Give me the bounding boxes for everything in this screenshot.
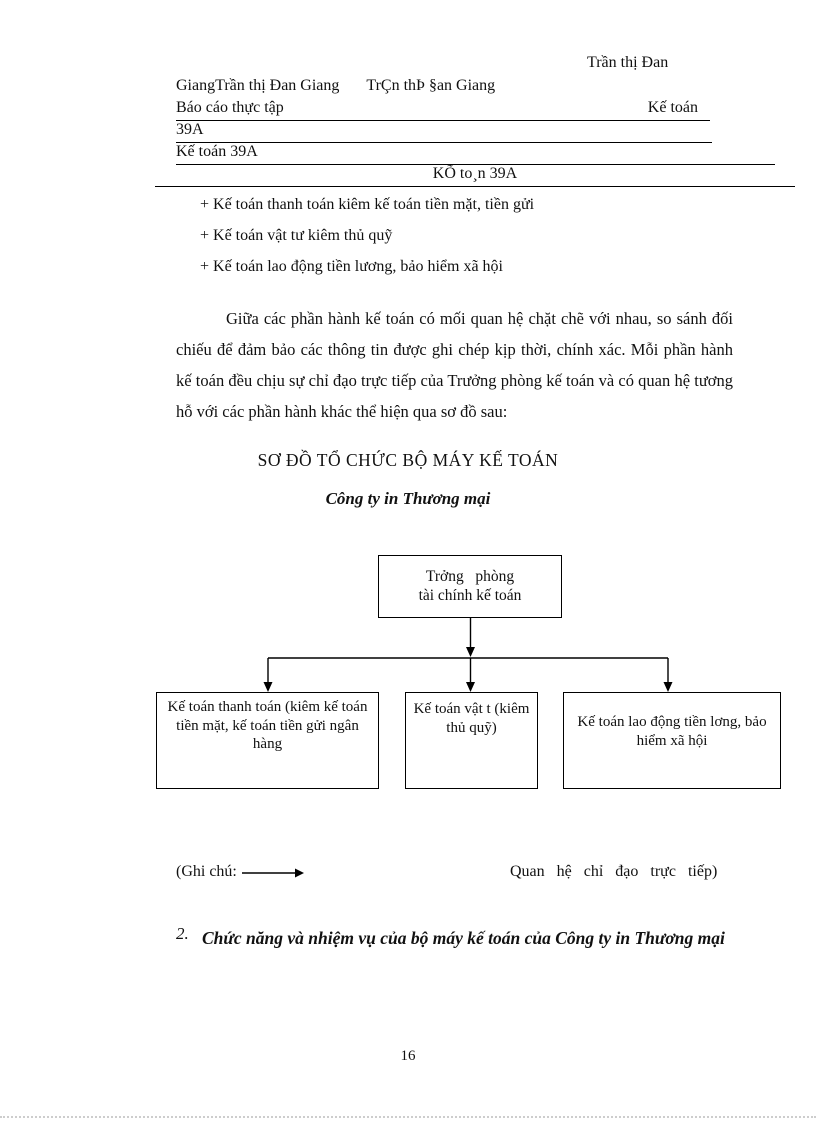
- header-class-line: 39A: [176, 121, 712, 143]
- legend-meaning: Quan hệ chỉ đạo trực tiếp): [510, 863, 718, 880]
- org-box-payroll-label: Kế toán lao động tiền lơng, bảo hiểm xã hội: [577, 714, 767, 749]
- arrowhead-down: [466, 682, 475, 692]
- header-author-left: GiangTrần thị Đan Giang: [176, 77, 340, 94]
- header-class-full-line: Kế toán 39A: [176, 143, 775, 165]
- arrowhead-down: [466, 647, 475, 657]
- org-box-materials-accountant: Kế toán vật t (kiêm thủ quỹ): [405, 692, 538, 789]
- legend-label: (Ghi chú:: [176, 863, 237, 880]
- accounting-duty-list: [200, 189, 534, 282]
- header-author-name: Trần thị Đan: [587, 54, 669, 71]
- org-box-payment-accountant: Kế toán thanh toán (kiêm kế toán tiền mặt, kế toán tiền gửi ngân hàng: [156, 692, 379, 789]
- header-right-label: Kế toán: [647, 99, 698, 116]
- header-author-right: TrÇn thÞ §an Giang: [366, 77, 496, 94]
- report-title: Báo cáo thực tập: [176, 99, 284, 116]
- header-report-title-line: [176, 99, 710, 121]
- diagram-title: SƠ ĐỒ TỔ CHỨC BỘ MÁY KẾ TOÁN: [257, 450, 559, 470]
- header-author-line: [176, 77, 495, 95]
- list-item: + Kế toán lao động tiền lương, bảo hiểm xã hội: [200, 258, 503, 275]
- list-item: + Kế toán vật tư kiêm thủ quỹ: [200, 227, 393, 244]
- page-bottom-border: [0, 1116, 816, 1118]
- org-box-chief-accountant: [378, 555, 562, 618]
- header-class-center-line: KÕ to¸n 39A: [155, 165, 795, 187]
- legend-arrow-icon: [240, 866, 306, 880]
- org-box-root-line2: tài chính kế toán: [418, 586, 522, 604]
- body-paragraph: Giữa các phần hành kế toán có mối quan hệ chặt chẽ với nhau, so sánh đối chiếu để đảm bảo các thông tin được ghi chép kịp thời, chính xác. Mỗi phần hành kế toán đều chịu sự chỉ đạo trực tiếp của Trưởng phòng kế toán và có quan hệ tương hỗ với các phần hành khác thể hiện qua sơ đồ sau:: [176, 309, 733, 421]
- section-number: 2.: [176, 924, 189, 943]
- page-number: 16: [400, 1048, 416, 1064]
- list-item: + Kế toán thanh toán kiêm kế toán tiền mặt, tiền gửi: [200, 196, 535, 213]
- diagram-subtitle: Công ty in Thương mại: [325, 489, 491, 508]
- org-box-payroll-accountant: [563, 692, 781, 789]
- org-box-root-line1: Trởng phòng: [425, 568, 515, 585]
- arrowhead-down: [264, 682, 273, 692]
- arrowhead-down: [664, 682, 673, 692]
- section-title: Chức năng và nhiệm vụ của bộ máy kế toán của Công ty in Thương mại: [202, 928, 725, 948]
